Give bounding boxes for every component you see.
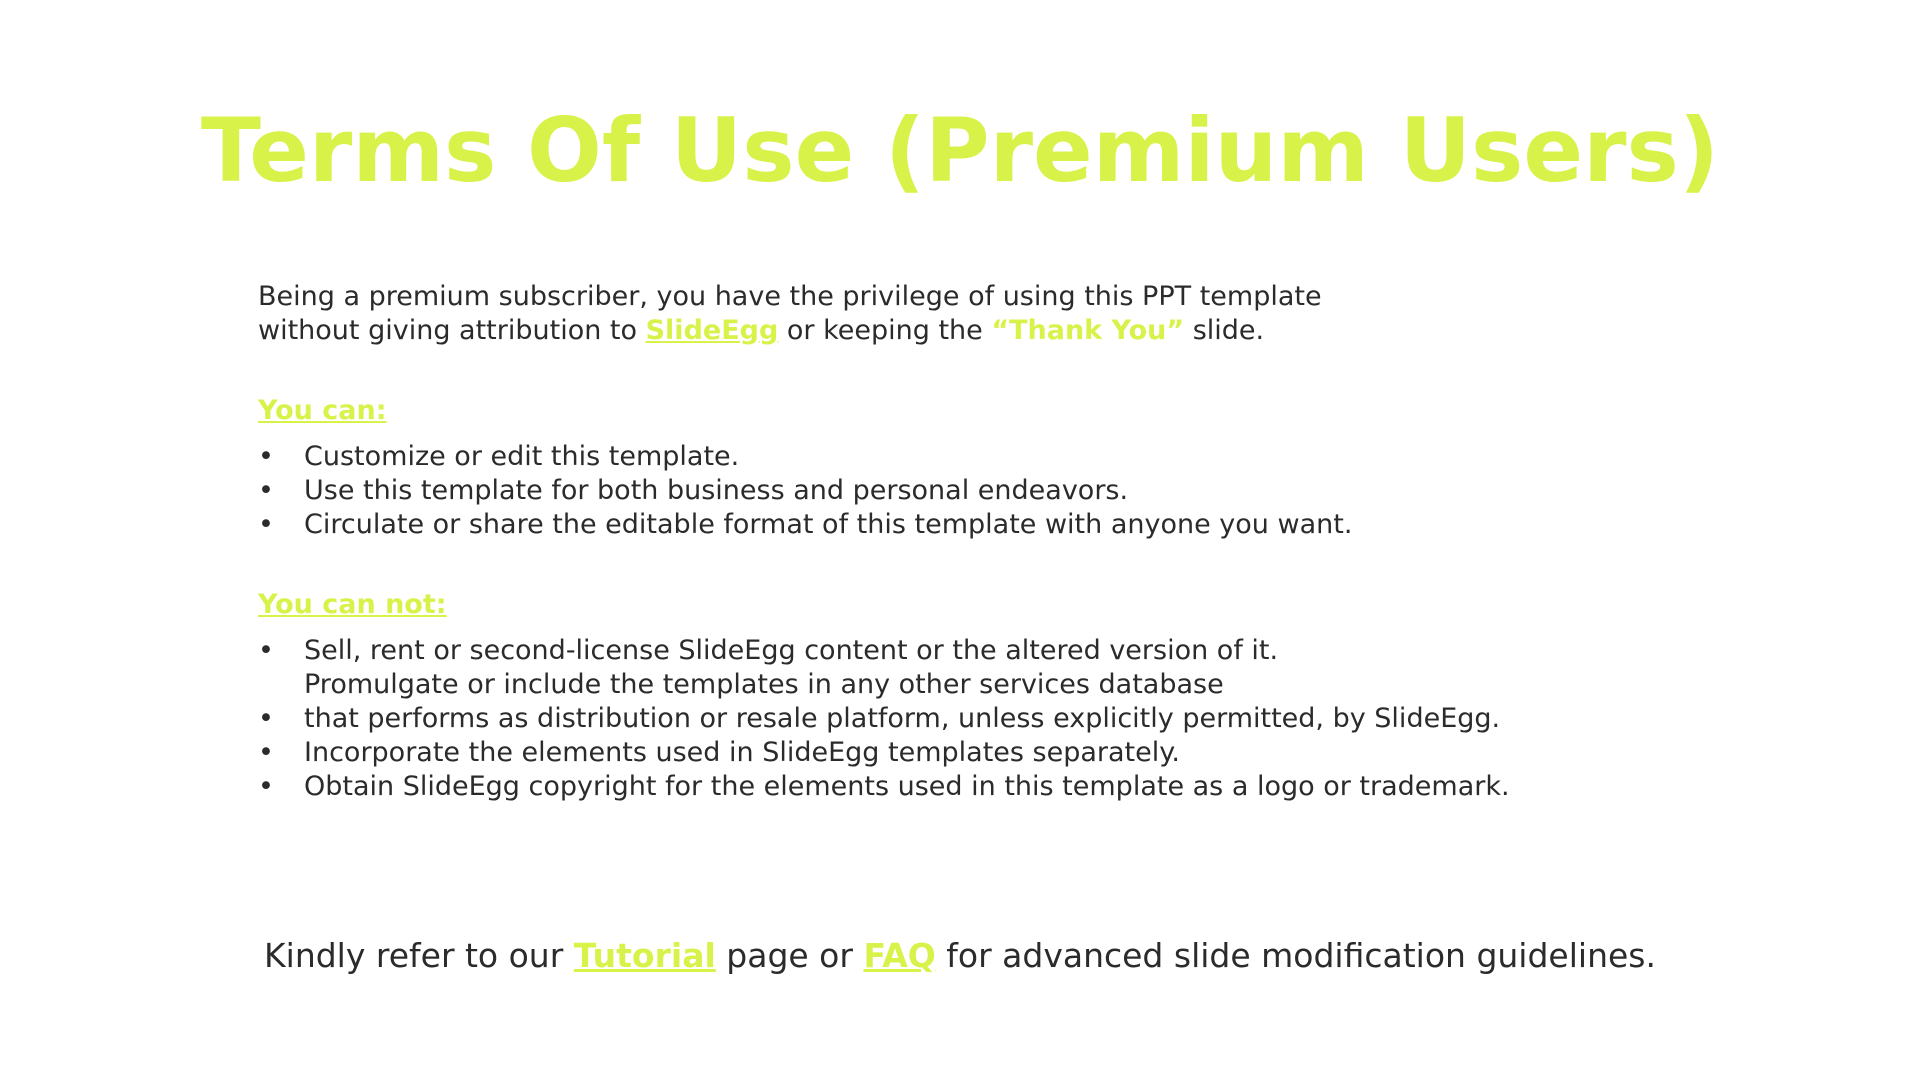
list-item: • Use this template for both business and personal endeavors. xyxy=(258,474,1678,508)
list-item: • Sell, rent or second-license SlideEgg content or the altered version of it. xyxy=(258,634,1678,668)
thank-you-quote: “Thank You” xyxy=(991,315,1185,346)
footer-mid: page or xyxy=(715,936,864,975)
footer-post: for advanced slide modification guidelines. xyxy=(935,936,1656,975)
list-item: • Customize or edit this template. xyxy=(258,440,1678,474)
faq-link[interactable]: FAQ xyxy=(863,936,936,975)
intro-paragraph xyxy=(258,280,1678,348)
can-heading: You can: xyxy=(258,395,387,426)
list-item: • Circulate or share the editable format of this template with anyone you want. xyxy=(258,508,1678,542)
footer-note xyxy=(0,936,1920,976)
can-list xyxy=(258,440,1678,542)
list-item: Promulgate or include the templates in any other services database xyxy=(304,669,1224,700)
can-section xyxy=(258,394,1678,542)
list-item: • Obtain SlideEgg copyright for the elements used in this template as a logo or trademark. xyxy=(258,770,1678,804)
cannot-section xyxy=(258,588,1678,804)
page-title: Terms Of Use (Premium Users) xyxy=(200,99,1720,202)
cannot-list xyxy=(258,634,1678,804)
intro-line-2-mid: or keeping the xyxy=(778,315,992,346)
intro-line-2-post: slide. xyxy=(1184,315,1265,346)
tutorial-link[interactable]: Tutorial xyxy=(573,936,716,975)
terms-content xyxy=(258,280,1678,804)
list-item: • that performs as distribution or resale platform, unless explicitly permitted, by SlideEgg. xyxy=(258,702,1678,736)
slideegg-link[interactable]: SlideEgg xyxy=(645,315,779,346)
intro-line-2 xyxy=(258,314,1678,348)
intro-line-2-pre: without giving attribution to xyxy=(258,315,646,346)
intro-line-1: Being a premium subscriber, you have the privilege of using this PPT template xyxy=(258,281,1322,312)
list-item: • Incorporate the elements used in SlideEgg templates separately. xyxy=(258,736,1678,770)
footer-pre: Kindly refer to our xyxy=(264,936,574,975)
cannot-heading: You can not: xyxy=(258,589,447,620)
